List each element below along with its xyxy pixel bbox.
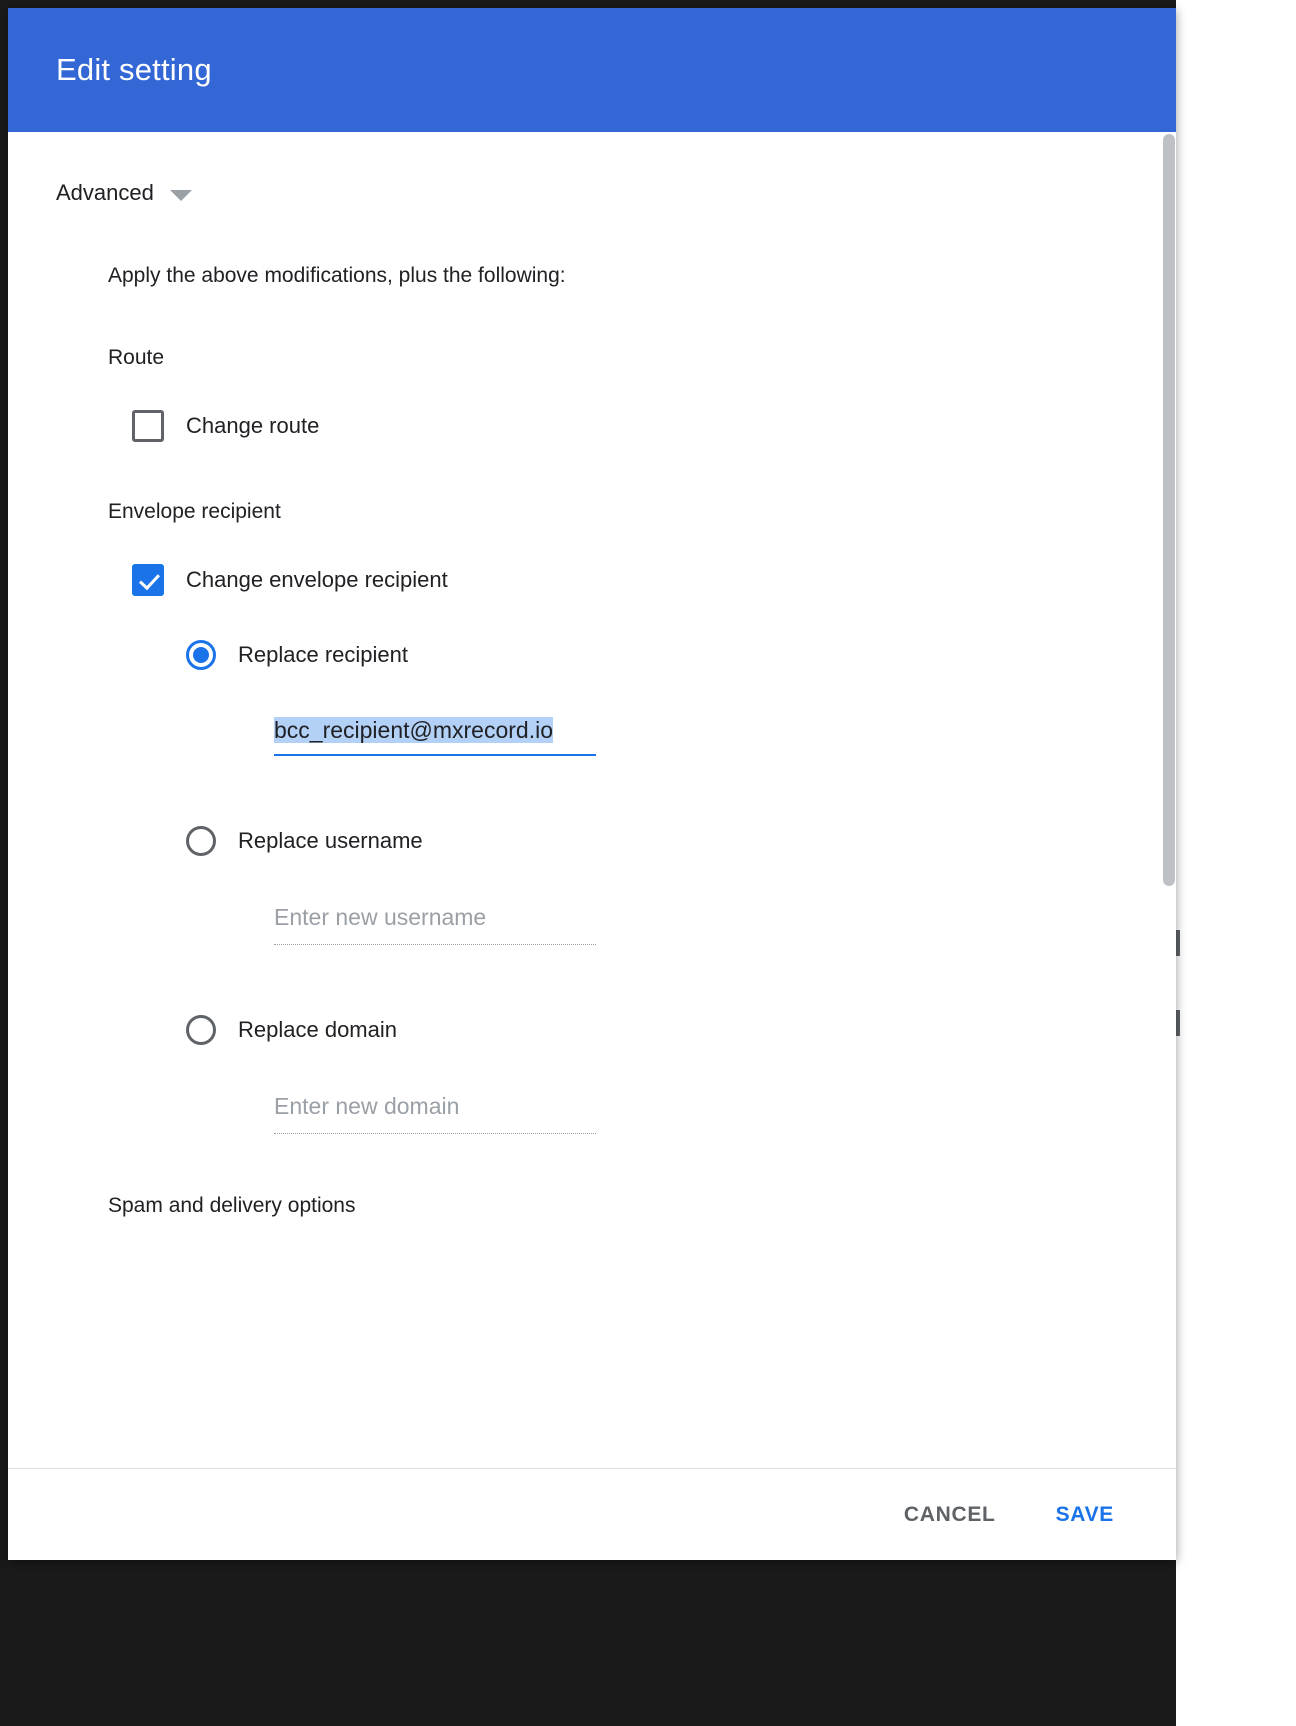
replace-domain-input[interactable]: Enter new domain bbox=[274, 1083, 596, 1134]
group-label-spam-and-delivery-options: Spam and delivery options bbox=[108, 1194, 356, 1217]
scrollbar-track[interactable] bbox=[1162, 132, 1176, 1468]
radio-row-replace-username[interactable] bbox=[108, 826, 1136, 856]
scrollbar-thumb[interactable] bbox=[1163, 134, 1175, 886]
dialog-body bbox=[8, 132, 1176, 1468]
radio-row-replace-recipient[interactable] bbox=[108, 640, 1136, 670]
page-title: Edit setting bbox=[56, 52, 212, 87]
dialog-header bbox=[8, 8, 1176, 132]
radio-row-replace-domain[interactable] bbox=[108, 1015, 1136, 1045]
chevron-down-icon[interactable] bbox=[170, 190, 192, 201]
section-toggle-label: Advanced bbox=[56, 180, 154, 205]
replace-username-input[interactable]: Enter new username bbox=[274, 894, 596, 945]
cancel-button[interactable]: CANCEL bbox=[886, 1489, 1014, 1541]
replace-domain-field-wrap bbox=[108, 1083, 1136, 1134]
replace-recipient-label: Replace recipient bbox=[238, 642, 408, 667]
replace-recipient-value: bcc_recipient@mxrecord.io bbox=[274, 717, 554, 743]
group-label-envelope-recipient: Envelope recipient bbox=[108, 500, 281, 523]
replace-domain-radio[interactable] bbox=[186, 1015, 216, 1045]
replace-username-radio[interactable] bbox=[186, 826, 216, 856]
background-page-peek bbox=[1176, 0, 1296, 1726]
replace-username-field-wrap bbox=[108, 894, 1136, 945]
section-toggle-advanced[interactable] bbox=[8, 132, 1176, 206]
checkbox-row-change-route[interactable] bbox=[108, 410, 1136, 442]
change-envelope-recipient-label: Change envelope recipient bbox=[186, 567, 448, 592]
replace-recipient-radio[interactable] bbox=[186, 640, 216, 670]
replace-recipient-input[interactable] bbox=[274, 708, 596, 756]
replace-recipient-field-wrap bbox=[108, 708, 1136, 756]
change-envelope-recipient-checkbox[interactable] bbox=[132, 564, 164, 596]
save-button[interactable]: SAVE bbox=[1038, 1489, 1132, 1541]
replace-username-label: Replace username bbox=[238, 828, 423, 853]
change-route-checkbox[interactable] bbox=[132, 410, 164, 442]
intro-text: Apply the above modifications, plus the following: bbox=[108, 264, 566, 287]
replace-domain-label: Replace domain bbox=[238, 1017, 397, 1042]
advanced-section-content bbox=[8, 264, 1176, 1218]
group-label-route: Route bbox=[108, 346, 165, 369]
dialog-footer bbox=[8, 1468, 1176, 1560]
dialog-scroll-area bbox=[8, 132, 1176, 1468]
checkbox-row-change-envelope-recipient[interactable] bbox=[108, 564, 1136, 596]
edit-setting-dialog bbox=[8, 8, 1176, 1560]
change-route-label: Change route bbox=[186, 413, 320, 438]
